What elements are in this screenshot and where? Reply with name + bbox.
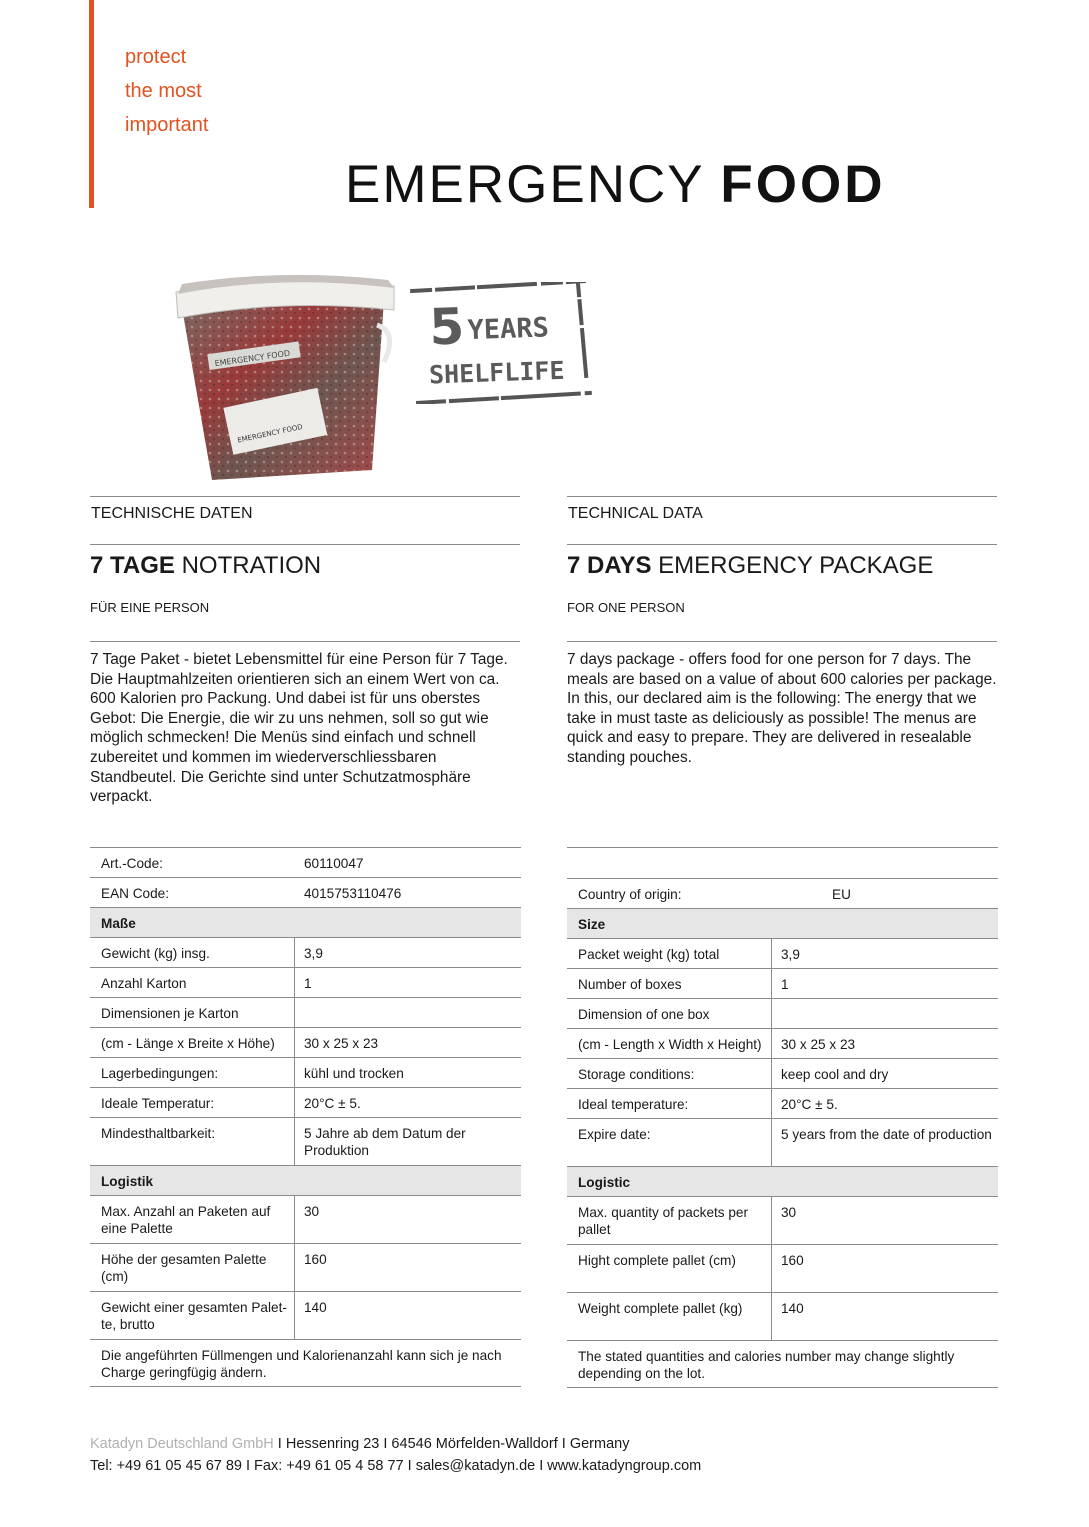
brand-bold: FOOD xyxy=(720,155,886,214)
left-subheading: FÜR EINE PERSON xyxy=(90,600,210,615)
row-label: Dimension of one box xyxy=(567,999,772,1028)
right-column xyxy=(567,496,997,768)
row-value: kühl und trocken xyxy=(304,1066,404,1081)
table-row xyxy=(90,937,521,967)
row-value xyxy=(772,999,998,1028)
table-row xyxy=(567,1244,998,1292)
bucket-lid-label-text: EMERGENCY FOOD xyxy=(236,422,304,445)
table-row xyxy=(567,1196,998,1244)
table-row xyxy=(90,1291,521,1339)
footer-contact: Tel: +49 61 05 45 67 89 I Fax: +49 61 05 4 58 77 I sales@katadyn.de I www.katadyngroup.com xyxy=(90,1458,702,1474)
row-value: EU xyxy=(832,887,851,902)
section-header-label: Logistik xyxy=(101,1174,154,1189)
row-label: Gewicht (kg) insg. xyxy=(90,938,295,967)
table-row xyxy=(567,998,998,1028)
row-value: 5 Jahre ab dem Datum der Produktion xyxy=(304,1126,466,1158)
right-heading-rest: EMERGENCY PACKAGE xyxy=(658,552,934,579)
row-value: 20°C ± 5. xyxy=(781,1097,838,1112)
table-row-empty xyxy=(567,847,998,878)
table-row xyxy=(90,1195,521,1243)
table-row xyxy=(90,847,521,877)
row-label: Ideale Temperatur: xyxy=(90,1088,295,1117)
row-label: Max. quantity of packets per pallet xyxy=(567,1197,772,1244)
left-spec-table xyxy=(90,847,521,1387)
row-value: 60110047 xyxy=(304,856,364,871)
row-label: (cm - Length x Width x Height) xyxy=(567,1029,772,1058)
table-row xyxy=(90,1243,521,1291)
table-row xyxy=(90,967,521,997)
footer xyxy=(90,1433,701,1477)
right-spec-table xyxy=(567,847,998,1388)
row-value: 3,9 xyxy=(781,947,800,962)
right-heading-bold: 7 DAYS xyxy=(567,552,652,579)
row-label: Country of origin: xyxy=(578,887,682,902)
brand-light: EMERGENCY xyxy=(345,155,704,214)
table-row xyxy=(567,968,998,998)
left-heading xyxy=(90,545,520,586)
left-heading-rest: NOTRATION xyxy=(181,552,322,579)
section-header-label: Logistic xyxy=(578,1175,631,1190)
row-value: 5 years from the date of production xyxy=(781,1127,992,1142)
brand-title xyxy=(345,152,886,218)
table-note xyxy=(567,1340,998,1388)
row-value: 1 xyxy=(304,976,312,991)
stamp-years: YEARS xyxy=(467,312,550,347)
bucket-label-text: EMERGENCY FOOD xyxy=(214,348,291,369)
table-row xyxy=(567,1058,998,1088)
table-note xyxy=(90,1339,521,1387)
row-value: 1 xyxy=(781,977,789,992)
right-section-label: TECHNICAL DATA xyxy=(568,505,703,522)
row-label: Gewicht einer gesamten Palet-te, brutto xyxy=(90,1292,295,1339)
row-value: 140 xyxy=(781,1301,804,1316)
table-row xyxy=(90,1027,521,1057)
table-row xyxy=(567,1028,998,1058)
section-header-label: Maße xyxy=(101,916,136,931)
shelflife-stamp xyxy=(410,282,593,404)
row-label: Art.-Code: xyxy=(101,856,163,871)
row-label: Weight complete pallet (kg) xyxy=(567,1293,772,1340)
right-description: 7 days package - offers food for one person for 7 days. The meals are based on a value of about 600 calories per package. In this, our declared aim is the following: The energy that we take in must taste as deliciously as possible! The menus are quick and easy to prepare. They are delivered in resealable standing pouches. xyxy=(567,651,997,766)
row-label: Mindesthaltbarkeit: xyxy=(90,1118,295,1165)
row-label: Packet weight (kg) total xyxy=(567,939,772,968)
table-section-header xyxy=(90,1165,521,1195)
row-value xyxy=(295,998,521,1027)
tagline xyxy=(125,40,208,142)
row-label: Dimensionen je Karton xyxy=(90,998,295,1027)
row-label: Hight complete pallet (cm) xyxy=(567,1245,772,1292)
row-label: Anzahl Karton xyxy=(90,968,295,997)
table-section-header xyxy=(567,908,998,938)
row-label: Lagerbedingungen: xyxy=(90,1058,295,1087)
table-row xyxy=(90,877,521,907)
row-value: 160 xyxy=(304,1252,327,1267)
table-section-header xyxy=(567,1166,998,1196)
left-section-label: TECHNISCHE DATEN xyxy=(91,505,253,522)
table-row xyxy=(90,997,521,1027)
row-value: keep cool and dry xyxy=(781,1067,889,1082)
row-value: 140 xyxy=(304,1300,327,1315)
accent-bar xyxy=(89,0,94,208)
row-value: 3,9 xyxy=(304,946,323,961)
product-bucket-image xyxy=(172,270,402,490)
note-text: Die angeführten Füllmengen und Kalorienanzahl kann sich je nach Charge geringfügig ändern. xyxy=(101,1348,502,1380)
row-label: Expire date: xyxy=(567,1119,772,1166)
row-value: 30 xyxy=(781,1205,797,1220)
row-value: 30 x 25 x 23 xyxy=(781,1037,856,1052)
row-label: Ideal temperature: xyxy=(567,1089,772,1118)
table-row xyxy=(567,878,998,908)
row-value: 20°C ± 5. xyxy=(304,1096,361,1111)
left-description: 7 Tage Paket - bietet Lebensmittel für eine Person für 7 Tage. Die Hauptmahlzeiten orientieren sich an einem Wert von ca. 600 Kalorien pro Packung. Und dabei ist für uns oberstes Gebot: Die Energie, die wir zu uns nehmen, soll so gut wie möglich schmecken! Die Menüs sind einfach und schnell zubereitet und kommen im wiederverschliessbaren Standbeutel. Die Gerichte sind unter Schutzatmosphäre verpackt. xyxy=(90,651,508,806)
stamp-shelflife: SHELFLIFE xyxy=(428,355,565,390)
row-label: (cm - Länge x Breite x Höhe) xyxy=(90,1028,295,1057)
left-column xyxy=(90,496,520,807)
row-label: EAN Code: xyxy=(101,886,170,901)
table-row xyxy=(90,1087,521,1117)
right-heading xyxy=(567,545,997,586)
row-value: 160 xyxy=(781,1253,804,1268)
table-row xyxy=(567,1292,998,1340)
stamp-number: 5 xyxy=(428,297,466,357)
row-label: Max. Anzahl an Paketen auf eine Palette xyxy=(90,1196,295,1243)
row-value: 30 x 25 x 23 xyxy=(304,1036,379,1051)
row-label: Number of boxes xyxy=(567,969,772,998)
footer-company: Katadyn Deutschland GmbH xyxy=(90,1436,274,1452)
table-section-header xyxy=(90,907,521,937)
tagline-line-3: important xyxy=(125,114,209,136)
left-heading-bold: 7 TAGE xyxy=(90,552,175,579)
tagline-line-1: protect xyxy=(125,46,187,68)
row-value: 30 xyxy=(304,1204,320,1219)
table-row xyxy=(567,1088,998,1118)
table-row xyxy=(567,1118,998,1166)
footer-address-line xyxy=(90,1433,701,1455)
row-label: Höhe der gesamten Palette (cm) xyxy=(90,1244,295,1291)
table-row xyxy=(567,938,998,968)
row-label: Storage conditions: xyxy=(567,1059,772,1088)
note-text: The stated quantities and calories number may change slightly depending on the lot. xyxy=(578,1349,955,1381)
footer-address: I Hessenring 23 I 64546 Mörfelden-Walldorf I Germany xyxy=(273,1436,630,1452)
section-header-label: Size xyxy=(578,917,606,932)
table-row xyxy=(90,1117,521,1165)
row-value: 4015753110476 xyxy=(304,886,402,901)
right-subheading: FOR ONE PERSON xyxy=(567,600,685,615)
tagline-line-2: the most xyxy=(125,80,202,102)
table-row xyxy=(90,1057,521,1087)
